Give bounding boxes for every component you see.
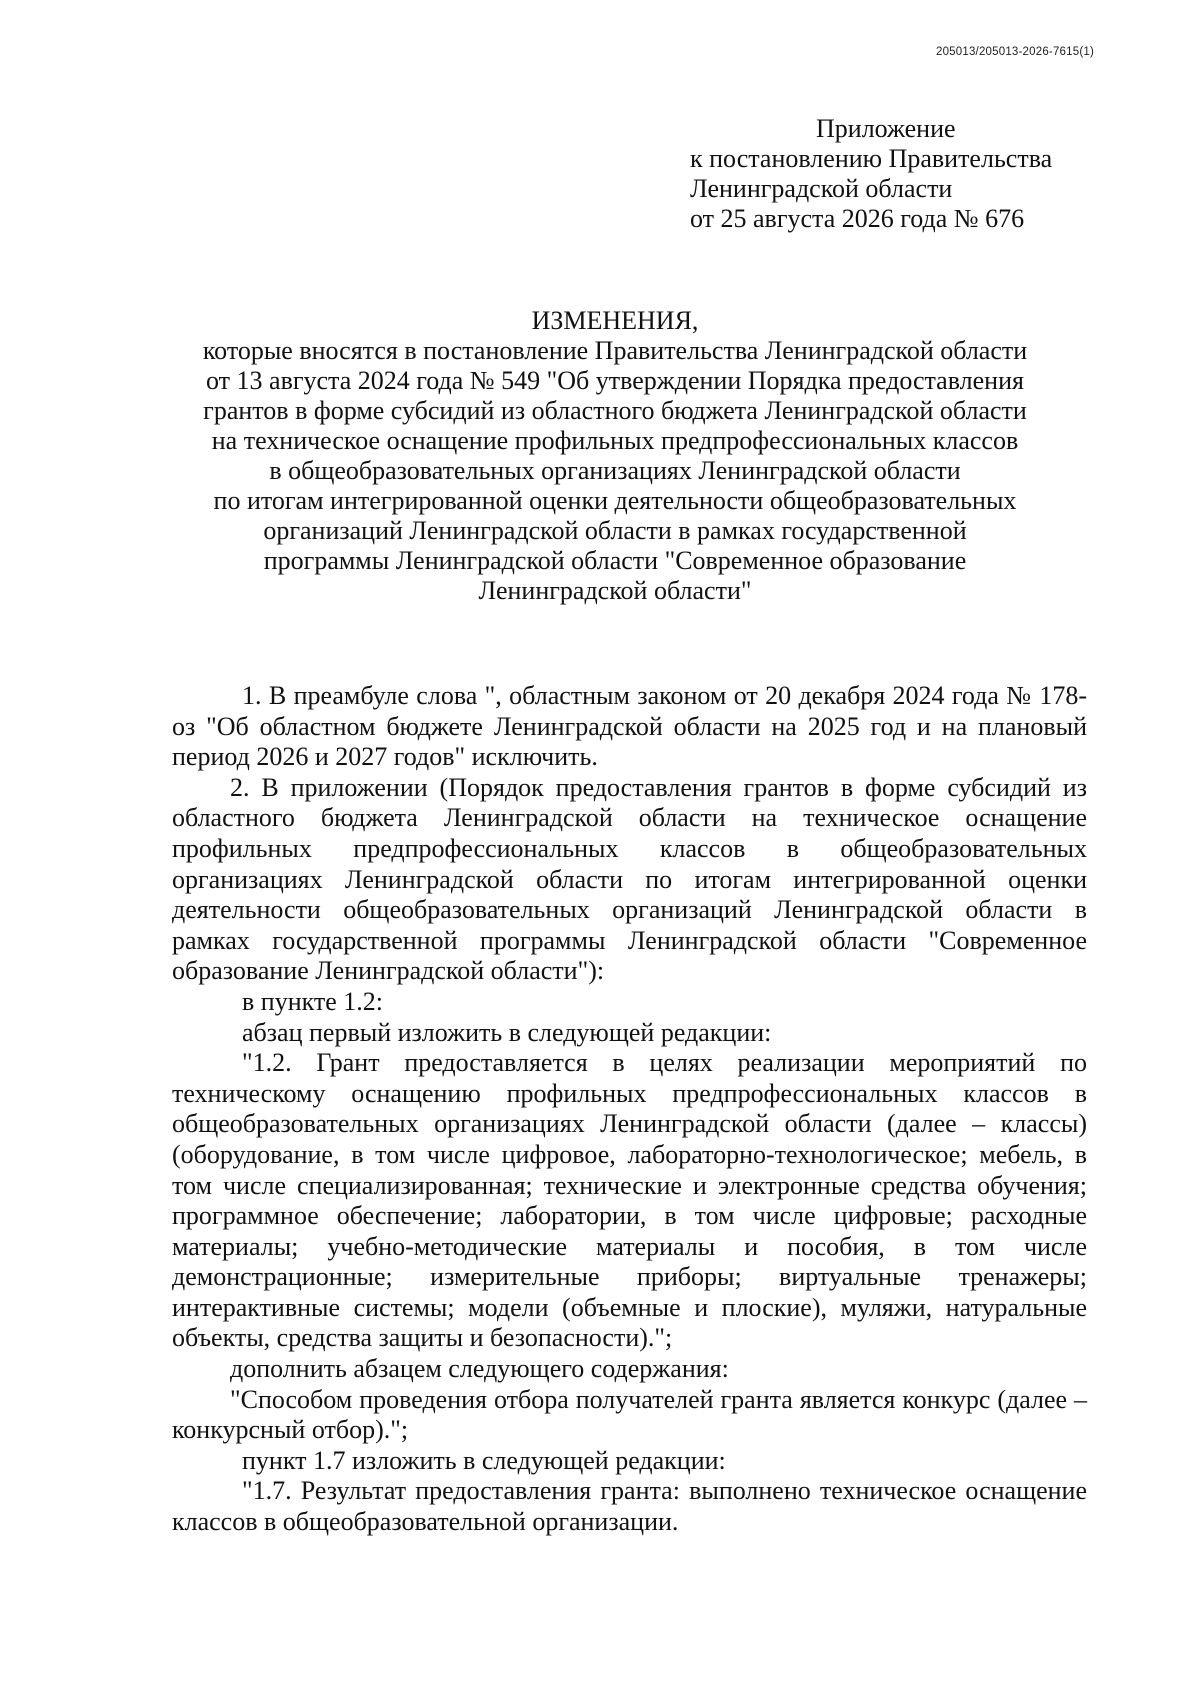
paragraph-point-1-2: в пункте 1.2: [242,986,384,1016]
appendix-line-region: Ленинградской области [690,174,953,203]
heading-subtitle: которые вносятся в постановление Правительства Ленинградской области от 13 августа 2024 года № 549 "Об утверждении Порядка предоставления грантов в форме субсидий из областного бюджета Ленинградской области на техническое оснащение профильных предпрофессиональных классов в общеобразовательных организациях Ленинградской области по итогам интегрированной оценки деятельности общеобразовательных организаций Ленинградской области в рамках государственной программы Ленинградской области "Современное образование Ленинградской области" [202,336,1028,605]
paragraph-quote-1-2: "1.2. Грант предоставляется в целях реализации мероприятий по техническому оснащению профильных предпрофессиональных классов в общеобразовательных организациях Ленинградской области (далее – классы) (оборудование, в том числе цифровое, лабораторно-технологическое; мебель, в том числе специализированная; технические и электронные средства обучения; программное обеспечение; лаборатории, в том числе цифровые; расходные материалы; учебно-методические материалы и пособия, в том числе демонстрационные; измерительные приборы; виртуальные тренажеры; интерактивные системы; модели (объемные и плоские), муляжи, натуральные объекты, средства защиты и безопасности)."; [172,1048,1087,1353]
appendix-line-date: от 25 августа 2026 года № 676 [690,204,1025,233]
document-registration-number: 205013/205013-2026-7615(1) [935,46,1094,58]
heading-title: ИЗМЕНЕНИЯ, [531,306,699,335]
paragraph-add-abzac: дополнить абзацем следующего содержания: [230,1354,729,1384]
paragraph-quote-1-7: "1.7. Результат предоставления гранта: выполнено техническое оснащение классов в общеобразовательной организации. [172,1476,1087,1537]
document-heading [170,306,1060,606]
paragraph-point-1-7: пункт 1.7 изложить в следующей редакции: [242,1445,726,1475]
paragraph-item-2: 2. В приложении (Порядок предоставления грантов в форме субсидий из областного бюджета Ленинградской области на техническое оснащение профильных предпрофессиональных классов в общеобразовательных организациях Ленинградской области по итогам интегрированной оценки деятельности общеобразовательных организаций Ленинградской области в рамках государственной программы Ленинградской области "Современное образование Ленинградской области"): [172,772,1087,986]
paragraph-first-abzac: абзац первый изложить в следующей редакции: [242,1017,772,1047]
paragraph-quote-selection: "Способом проведения отбора получателей гранта является конкурс (далее – конкурсный отбор)."; [172,1384,1087,1445]
paragraph-item-1: 1. В преамбуле слова ", областным законом от 20 декабря 2024 года № 178-оз "Об областном бюджете Ленинградской области на 2025 год и на плановый период 2026 и 2027 годов" исключить. [172,681,1087,772]
appendix-line-resolution: к постановлению Правительства [690,144,1053,173]
appendix-block [690,114,1052,234]
appendix-title: Приложение [816,114,956,143]
document-body [172,681,1087,1538]
